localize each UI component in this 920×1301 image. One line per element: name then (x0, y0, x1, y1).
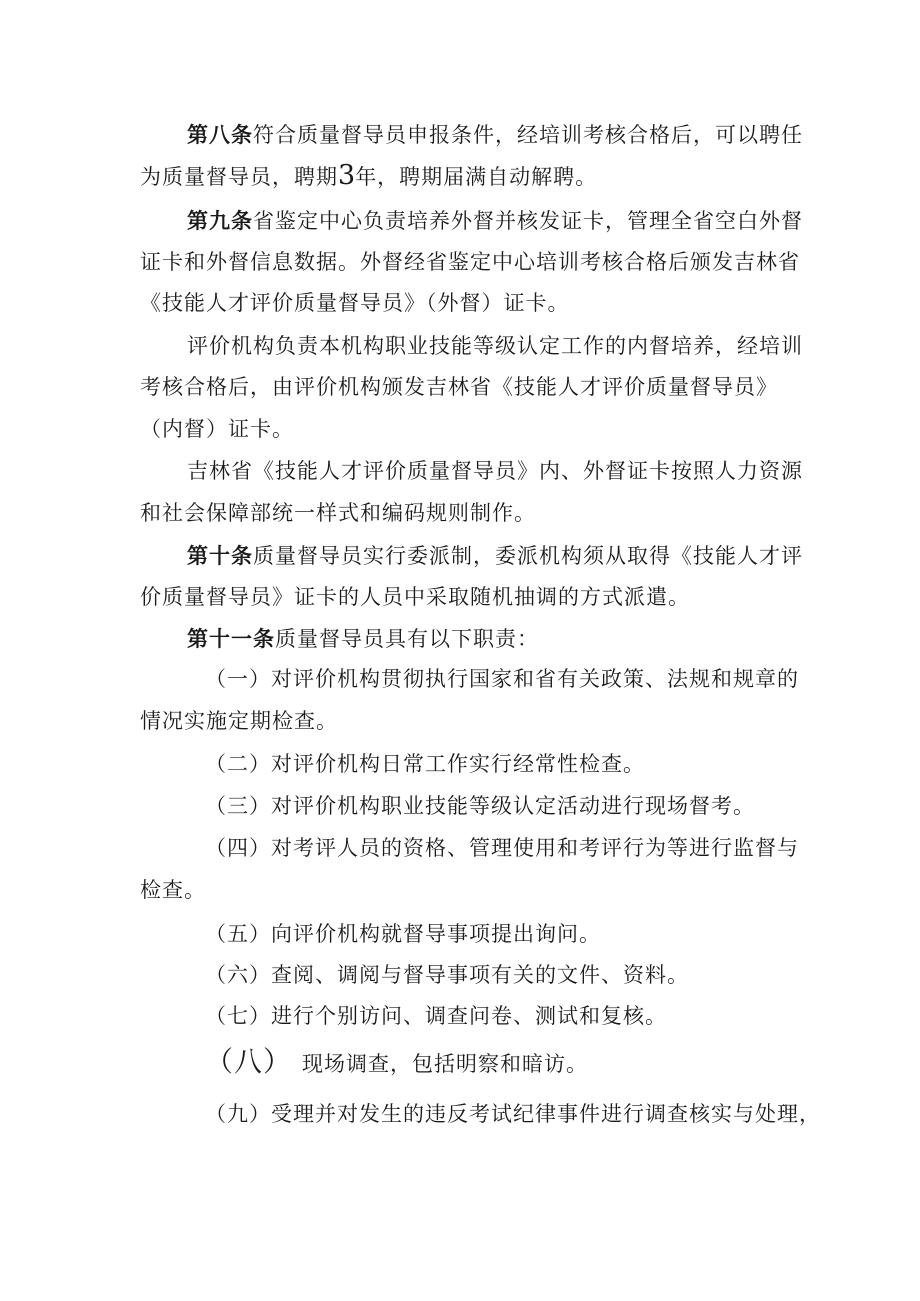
article-10-heading: 第十条 (187, 544, 253, 568)
duty-item-5: （五）向评价机构就督导事项提出询问。 (205, 922, 601, 946)
duty-item-8 (205, 1045, 588, 1079)
article-9-para-2-line-1: 评价机构负责本机构职业技能等级认定工作的内督培养，经培训 (187, 334, 803, 358)
article-8-heading: 第八条 (187, 123, 253, 147)
duty-item-7: （七）进行个别访问、调查问卷、测试和复核。 (205, 1004, 667, 1028)
article-8-line-1 (187, 122, 803, 148)
article-11-heading: 第十一条 (187, 627, 275, 651)
article-9-line-1 (187, 208, 803, 234)
article-9-para-2-line-3: （内督）证卡。 (140, 417, 294, 441)
duty-item-3: （三）对评价机构职业技能等级认定活动进行现场督考。 (205, 794, 755, 818)
article-9-line-3: 《技能人才评价质量督导员》（外督）证卡。 (140, 291, 570, 315)
article-11-line-1 (187, 626, 539, 652)
article-8-text-2b: 年，聘期届满自动解聘。 (355, 165, 598, 189)
article-9-text-1: 省鉴定中心负责培养外督并核发证卡，管理全省空白外督 (253, 209, 803, 233)
duty-item-4-line-1: （四）对考评人员的资格、管理使用和考评行为等进行监督与 (205, 836, 799, 860)
article-9-para-3-line-2: 和社会保障部统一样式和编码规则制作。 (140, 501, 536, 525)
duty-item-1-line-2: 情况实施定期检查。 (140, 709, 338, 733)
article-9-para-2-line-2: 考核合格后，由评价机构颁发吉林省《技能人才评价质量督导员》 (140, 375, 778, 399)
duty-item-8-label: （八） (205, 1045, 293, 1078)
article-8-years: 3 (338, 160, 356, 191)
article-11-text-1: 质量督导员具有以下职责： (275, 627, 539, 651)
article-8-text-2a: 为质量督导员，聘期 (140, 165, 338, 189)
article-9-heading: 第九条 (187, 209, 253, 233)
duty-item-1-line-1: （一）对评价机构贯彻执行国家和省有关政策、法规和规章的 (205, 667, 799, 691)
article-9-para-3-line-1: 吉林省《技能人才评价质量督导员》内、外督证卡按照人力资源 (187, 459, 803, 483)
article-10-line-2: 价质量督导员》证卡的人员中采取随机抽调的方式派遣。 (140, 585, 690, 609)
article-8-line-2 (140, 160, 598, 191)
duty-item-6: （六）查阅、调阅与督导事项有关的文件、资料。 (205, 963, 689, 987)
duty-item-2: （二）对评价机构日常工作实行经常性检查。 (205, 752, 645, 776)
article-8-text-1: 符合质量督导员申报条件，经培训考核合格后，可以聘任 (253, 123, 803, 147)
duty-item-8-text: 现场调查，包括明察和暗访。 (302, 1052, 589, 1076)
article-9-line-2: 证卡和外督信息数据。外督经省鉴定中心培训考核合格后颁发吉林省 (140, 250, 800, 274)
article-10-line-1 (187, 543, 803, 569)
article-10-text-1: 质量督导员实行委派制，委派机构须从取得《技能人才评 (253, 544, 803, 568)
duty-item-4-line-2: 检查。 (140, 878, 206, 902)
duty-item-9: （九）受理并对发生的违反考试纪律事件进行调查核实与处理， (205, 1102, 821, 1126)
